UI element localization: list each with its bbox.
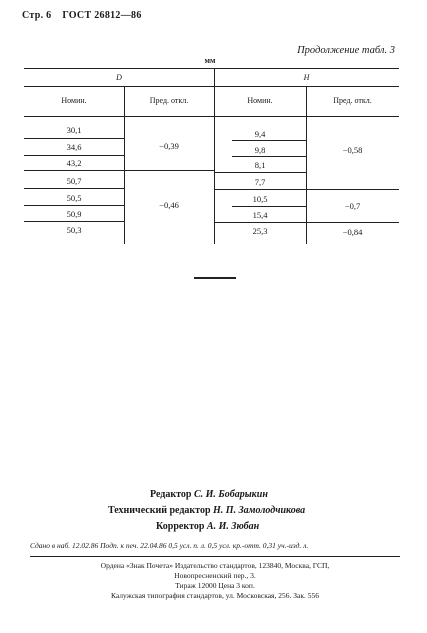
publisher-block xyxy=(40,561,390,601)
d-deviation-cell: −0,46 xyxy=(159,200,179,210)
col-h-nominal: Номин. xyxy=(247,96,273,105)
d-nominal-cell: 43,2 xyxy=(66,158,82,168)
editor-label: Редактор xyxy=(150,489,192,500)
h-nominal-cell: 8,1 xyxy=(254,160,266,170)
row-rule xyxy=(214,172,306,173)
h-deviation-cell: −0,58 xyxy=(342,145,363,155)
publisher-line: Ордена «Знак Почета» Издательство стандартов, 123840, Москва, ГСП, xyxy=(100,561,330,570)
h-nominal-cell: 9,4 xyxy=(254,129,266,139)
print-info-rule xyxy=(30,556,400,557)
h-inner-divider xyxy=(306,116,307,244)
group-h-header: H xyxy=(303,73,310,82)
editor-line xyxy=(60,487,380,503)
standard-code: ГОСТ 26812—86 xyxy=(62,10,142,21)
column-header-rule xyxy=(24,116,399,117)
row-rule xyxy=(24,155,124,156)
d-nominal-cell: 50,3 xyxy=(66,225,82,235)
h-nominal-cell: 7,7 xyxy=(254,177,266,187)
tech-editor-name: Н. П. Замолодчикова xyxy=(213,505,306,516)
table-top-rule xyxy=(24,68,399,69)
d-nominal-cell: 50,9 xyxy=(66,209,82,219)
editor-name: С. И. Бобарыкин xyxy=(193,489,268,500)
publisher-line: Калужская типография стандартов, ул. Московская, 256. Зак. 556 xyxy=(110,591,319,600)
d-inner-divider xyxy=(124,116,125,244)
row-rule xyxy=(24,170,214,171)
publisher-line: Новопресненский пер., 3. xyxy=(174,571,256,580)
h-nominal-cell: 25,3 xyxy=(252,226,268,236)
row-rule xyxy=(24,138,124,139)
credits-block xyxy=(60,487,380,535)
print-info: Сдано в наб. 12.02.86 Подп. к печ. 22.04.86 0,5 усл. п. л. 0,5 усл. кр.-отт. 0,31 уч.-изд. л. xyxy=(30,541,309,550)
page-number: Стр. 6 xyxy=(22,10,52,21)
row-rule xyxy=(232,206,306,207)
proofreader-label: Корректор xyxy=(156,521,205,532)
row-rule xyxy=(24,221,124,222)
h-deviation-cell: −0,84 xyxy=(342,227,363,237)
unit-label: мм xyxy=(204,56,216,65)
group-header-rule xyxy=(24,86,399,87)
col-d-nominal: Номин. xyxy=(61,96,87,105)
group-d-header: D xyxy=(116,73,122,82)
row-rule xyxy=(24,188,124,189)
row-rule xyxy=(232,156,306,157)
tech-editor-line xyxy=(60,503,380,519)
section-divider xyxy=(194,277,236,279)
d-nominal-cell: 50,5 xyxy=(66,193,82,203)
proofreader-line xyxy=(60,519,380,535)
continuation-label: Продолжение табл. 3 xyxy=(297,45,395,56)
h-nominal-cell: 9,8 xyxy=(254,145,266,155)
d-nominal-cell: 30,1 xyxy=(66,125,82,135)
col-d-deviation: Пред. откл. xyxy=(149,96,189,105)
d-nominal-cell: 50,7 xyxy=(66,176,82,186)
col-h-deviation: Пред. откл. xyxy=(333,96,372,105)
row-rule xyxy=(232,140,306,141)
proofreader-name: А. И. Зюбан xyxy=(206,521,260,532)
d-deviation-cell: −0,39 xyxy=(159,141,179,151)
h-nominal-cell: 10,5 xyxy=(252,194,268,204)
tech-editor-label: Технический редактор xyxy=(108,505,211,516)
h-deviation-cell: −0,7 xyxy=(344,201,361,211)
print-run: Тираж 12000 Цена 3 коп. xyxy=(175,581,255,590)
h-nominal-cell: 15,4 xyxy=(252,210,268,220)
d-nominal-cell: 34,6 xyxy=(66,142,82,152)
row-rule xyxy=(24,205,124,206)
page-header xyxy=(22,10,150,21)
